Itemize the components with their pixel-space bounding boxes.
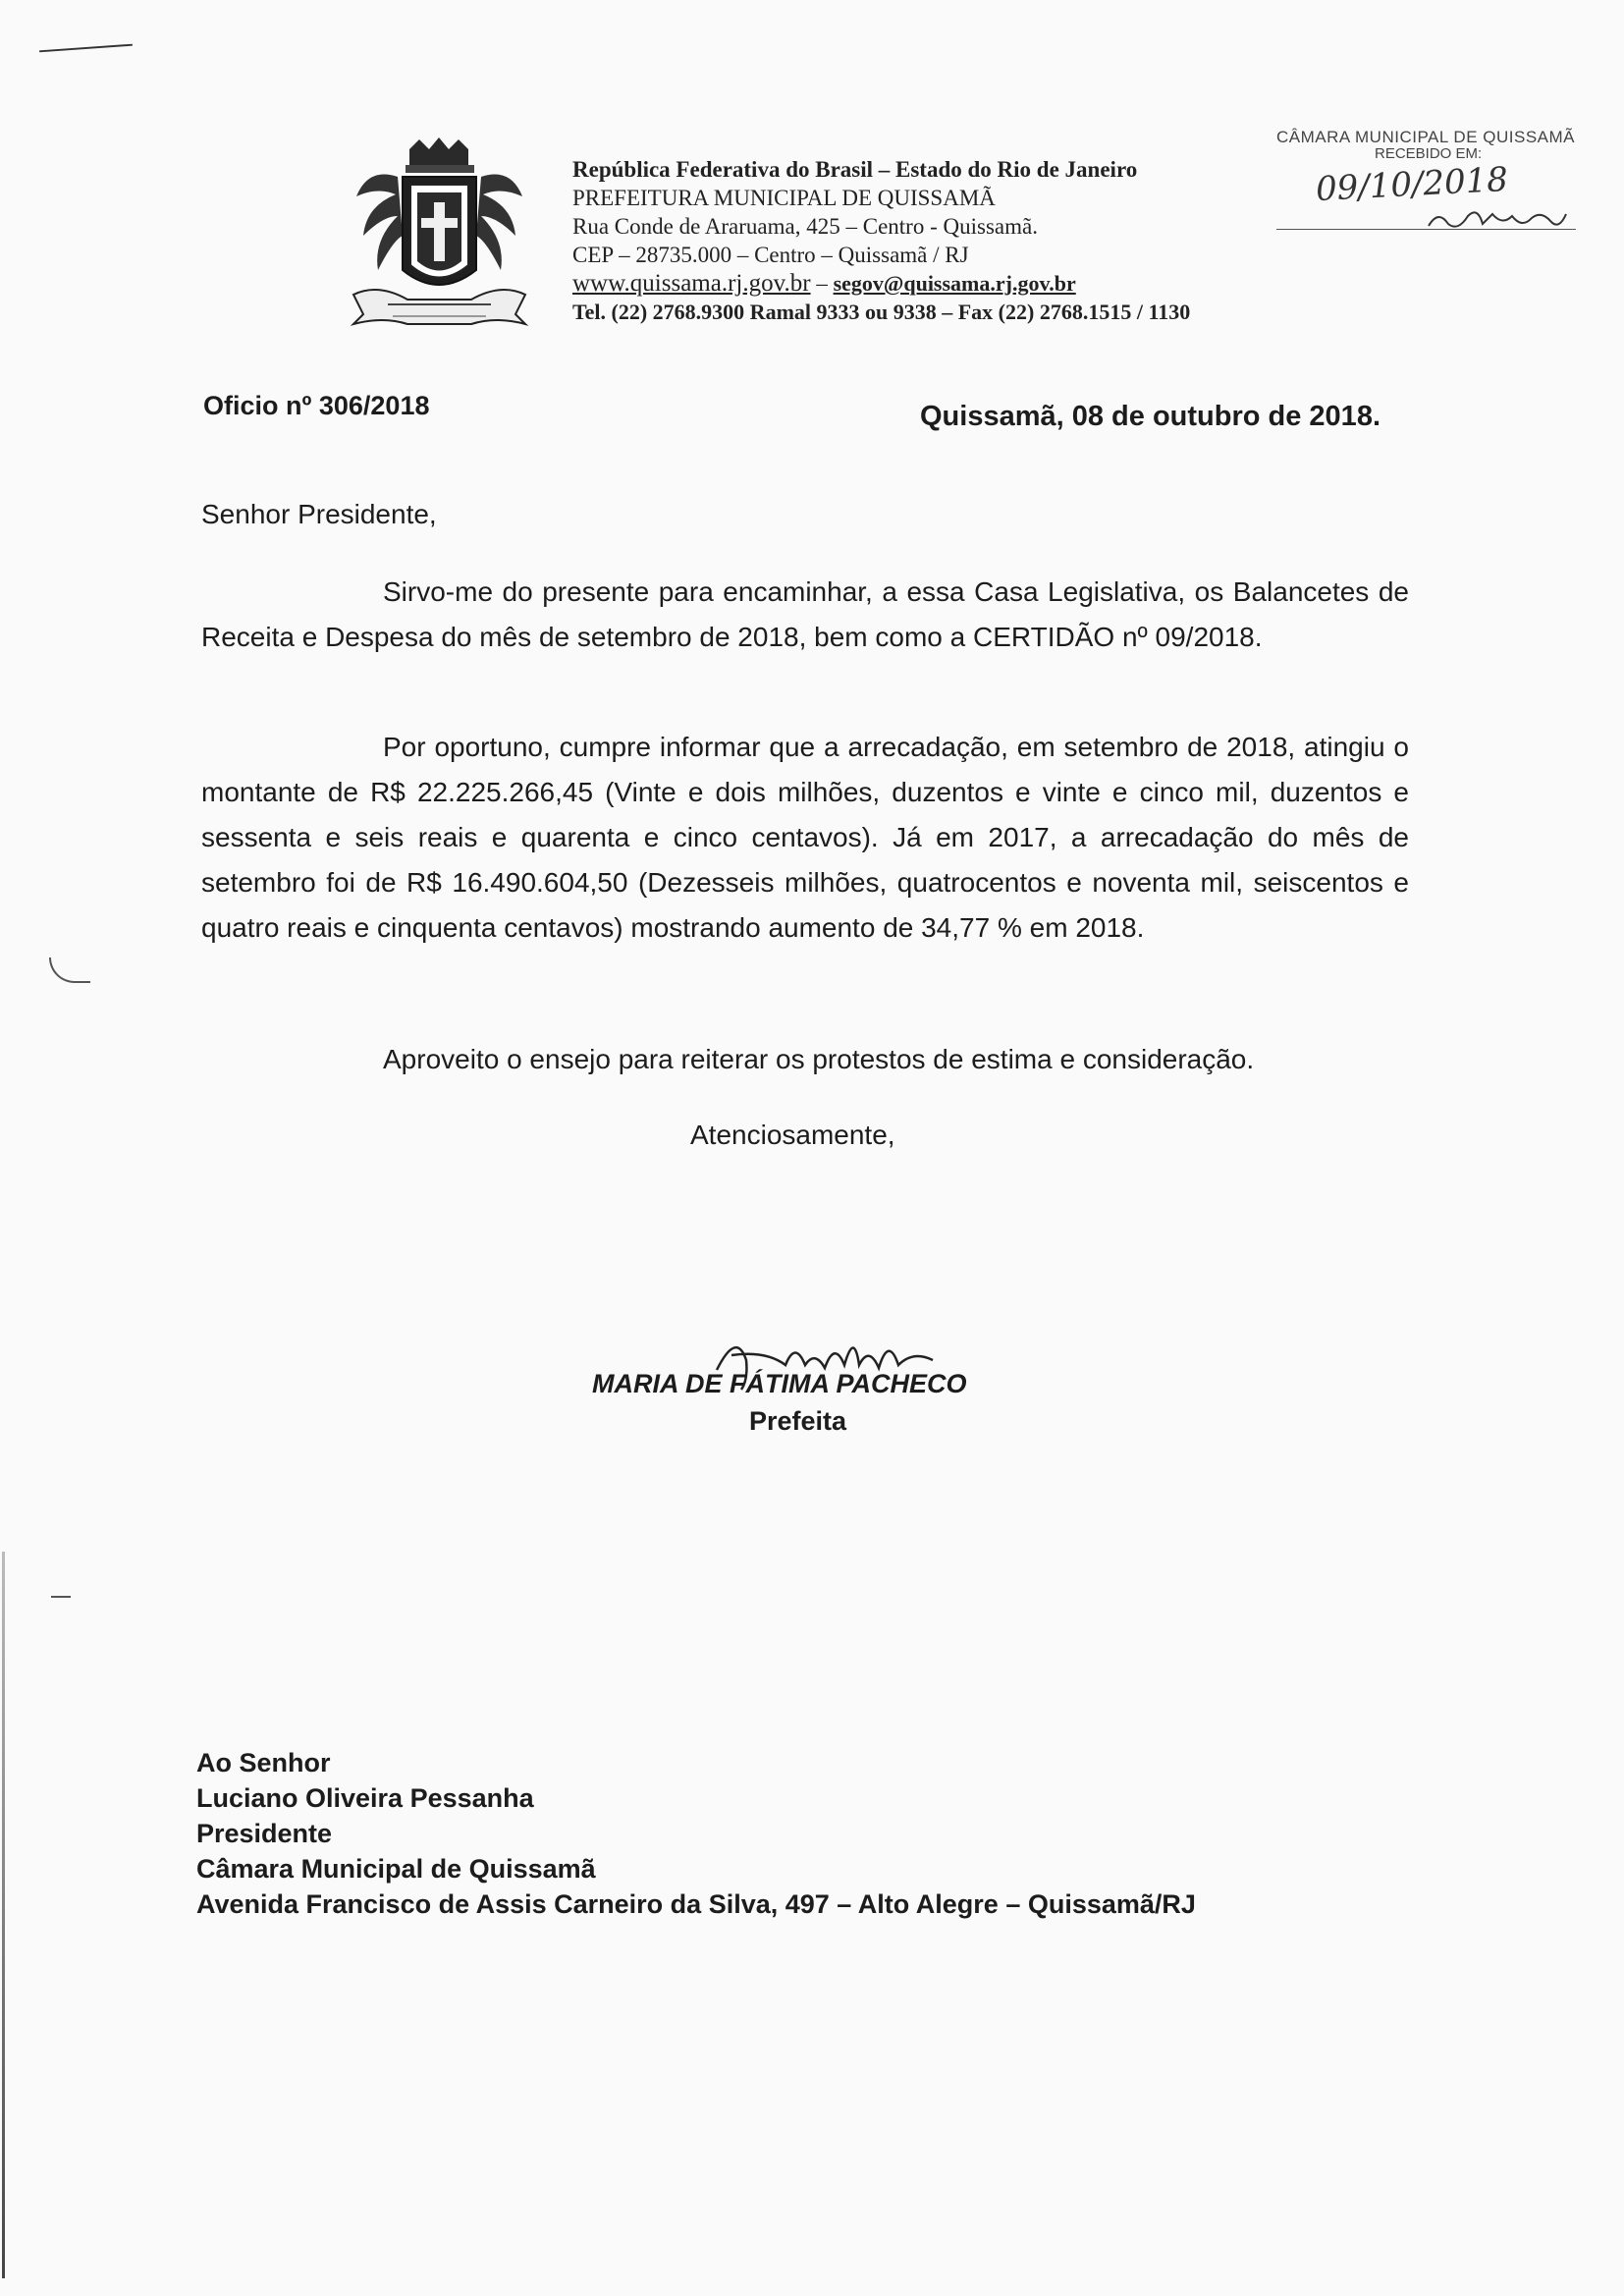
stamp-title: CÂMARA MUNICIPAL DE QUISSAMÃ [1276,128,1575,146]
signatory-role: Prefeita [749,1406,847,1436]
addressee-line: Ao Senhor [196,1748,331,1777]
scan-pen-mark [51,1596,71,1598]
separator: – [810,271,834,296]
addressee-line: Avenida Francisco de Assis Carneiro da Silva, 497 – Alto Alegre – Quissamã/RJ [196,1889,1196,1919]
letterhead-line: República Federativa do Brasil – Estado do Rio de Janeiro [572,157,1138,182]
oficio-number: Oficio nº 306/2018 [203,391,430,420]
scan-pen-mark [39,44,133,53]
addressee-line: Presidente [196,1819,333,1848]
letterhead-contact [572,269,1190,298]
email-link[interactable]: segov@quissama.rj.gov.br [833,271,1076,296]
addressee-block [196,1745,1196,1922]
stamp-line [1276,229,1576,230]
stamp-received-label: RECEBIDO EM: [1375,145,1483,162]
body-paragraph: Sirvo-me do presente para encaminhar, a essa Casa Legislativa, os Balancetes de Receita e Despesa do mês de setembro de 2018, bem como a CERTIDÃO nº 09/2018. [201,576,1409,652]
stamp-received-date: 09/10/2018 [1315,159,1509,210]
received-stamp [1276,128,1576,210]
letterhead-line: PREFEITURA MUNICIPAL DE QUISSAMÃ [572,186,996,210]
addressee-line: Luciano Oliveira Pessanha [196,1783,534,1813]
letterhead-phone: Tel. (22) 2768.9300 Ramal 9333 ou 9338 – Fax (22) 2768.1515 / 1130 [572,300,1191,324]
letterhead-line: Rua Conde de Araruama, 425 – Centro - Quissamã. [572,214,1038,239]
body-paragraph: Por oportuno, cumpre informar que a arrecadação, em setembro de 2018, atingiu o montante de R$ 22.225.266,45 (Vinte e dois milhões, duzentos e vinte e cinco mil, duzentos e sessenta e seis reais e quarenta e cinco centavos). Já em 2017, a arrecadação do mês de setembro foi de R$ 16.490.604,50 (Dezesseis milhões, quatrocentos e noventa mil, seiscentos e quatro reais e cinquenta centavos) mostrando aumento de 34,77 % em 2018. [201,732,1409,943]
website-link[interactable]: www.quissama.rj.gov.br [572,270,811,297]
letterhead [572,155,1190,326]
scan-pen-mark [49,957,90,983]
scan-edge-shadow [2,1552,5,2278]
closing: Atenciosamente, [690,1120,895,1150]
addressee-line: Câmara Municipal de Quissamã [196,1854,596,1884]
salutation: Senhor Presidente, [201,499,437,529]
signatory-name: MARIA DE FÁTIMA PACHECO [592,1369,967,1398]
letterhead-line: CEP – 28735.000 – Centro – Quissamã / RJ [572,243,969,267]
place-date: Quissamã, 08 de outubro de 2018. [920,401,1380,432]
body-paragraph: Aproveito o ensejo para reiterar os protestos de estima e consideração. [383,1044,1255,1074]
coat-of-arms-icon [349,137,530,334]
